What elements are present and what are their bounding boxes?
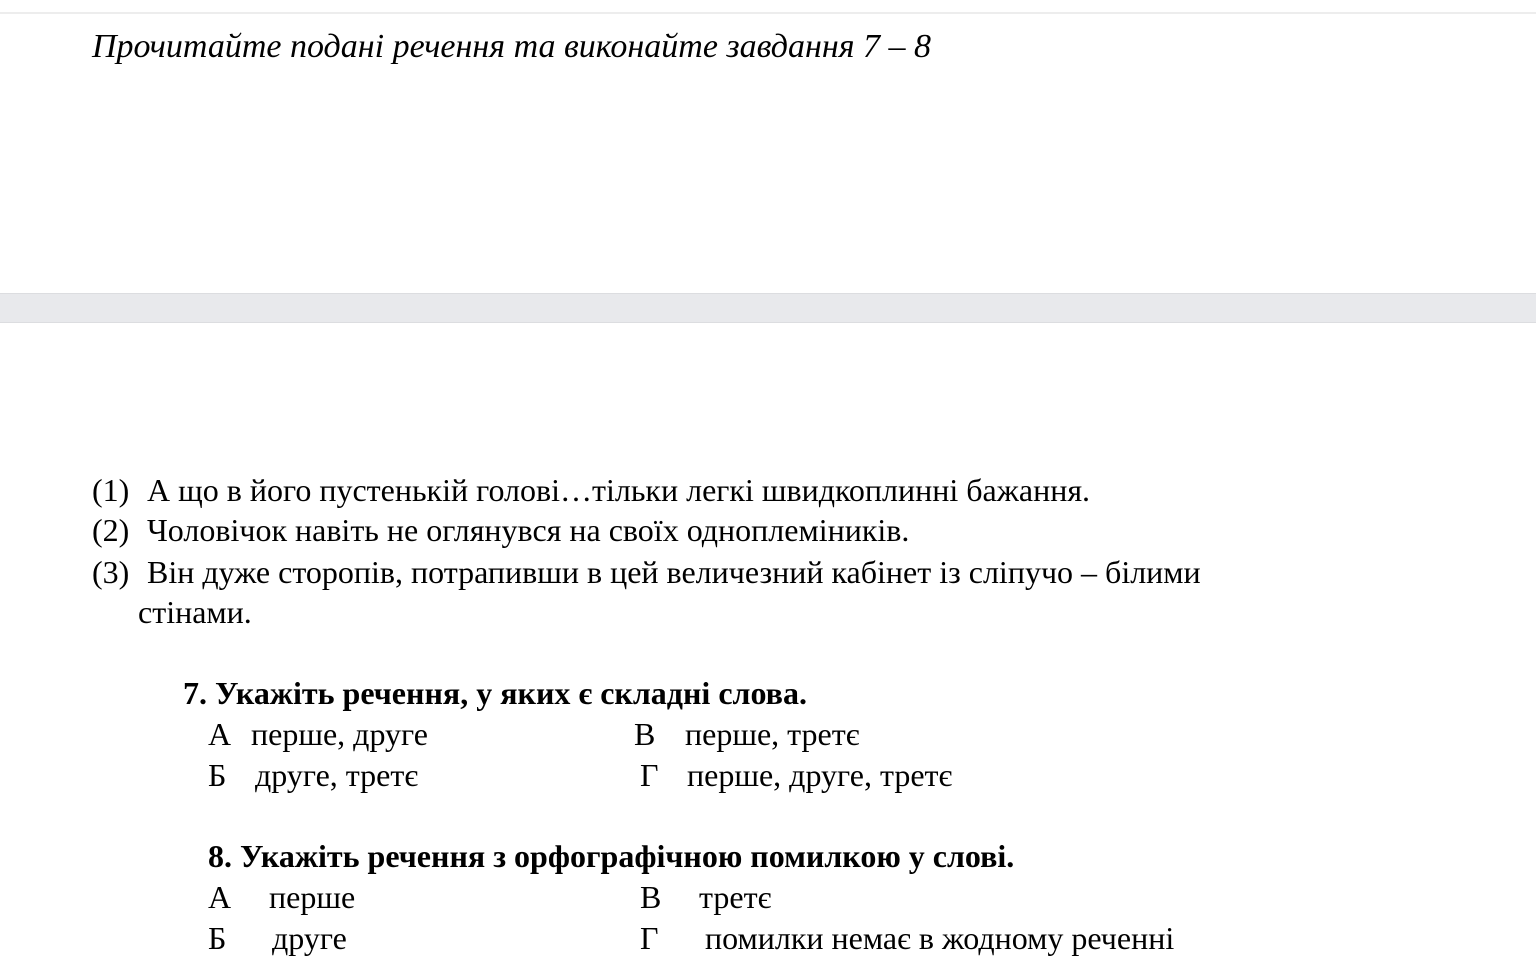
task-8-option-g-letter: Г [640,920,659,956]
page-top-edge [0,12,1536,14]
sentence-2-number: (2) [92,512,130,548]
task-8-option-g-text: помилки немає в жодному реченні [705,920,1175,956]
sentence-3-text: Він дуже сторопів, потрапивши в цей величезний кабінет із сліпучо – білими [147,554,1201,590]
task-7-option-g-letter: Г [640,757,659,793]
task-7-option-v-letter: В [634,716,656,752]
task-8-option-a-letter: А [208,879,232,915]
instruction-text: Прочитайте подані речення та виконайте завдання 7 – 8 [92,28,932,65]
sentence-3-continuation: стінами. [138,594,252,630]
task-8-title: 8. Укажіть речення з орфографічною помилкою у слові. [208,838,1015,874]
sentence-2-text: Чоловічок навіть не оглянувся на своїх одноплеміників. [147,512,910,548]
task-7-option-a-text: перше, друге [251,716,428,752]
page-separator [0,293,1536,323]
task-8-option-v-letter: В [640,879,662,915]
sentence-3-number: (3) [92,554,130,590]
task-8-option-b-text: друге [272,920,347,956]
task-8-option-a-text: перше [269,879,356,915]
task-7-title: 7. Укажіть речення, у яких є складні слова. [183,675,807,711]
task-7-option-b-text: друге, третє [255,757,419,793]
task-7-option-a-letter: А [208,716,232,752]
task-7-option-v-text: перше, третє [685,716,860,752]
sentence-1-number: (1) [92,472,130,508]
task-7-option-b-letter: Б [208,757,227,793]
task-7-option-g-text: перше, друге, третє [687,757,953,793]
task-8-option-v-text: третє [699,879,772,915]
task-8-option-b-letter: Б [208,920,227,956]
sentence-1-text: А що в його пустенькій голові…тільки легкі швидкоплинні бажання. [147,472,1091,508]
